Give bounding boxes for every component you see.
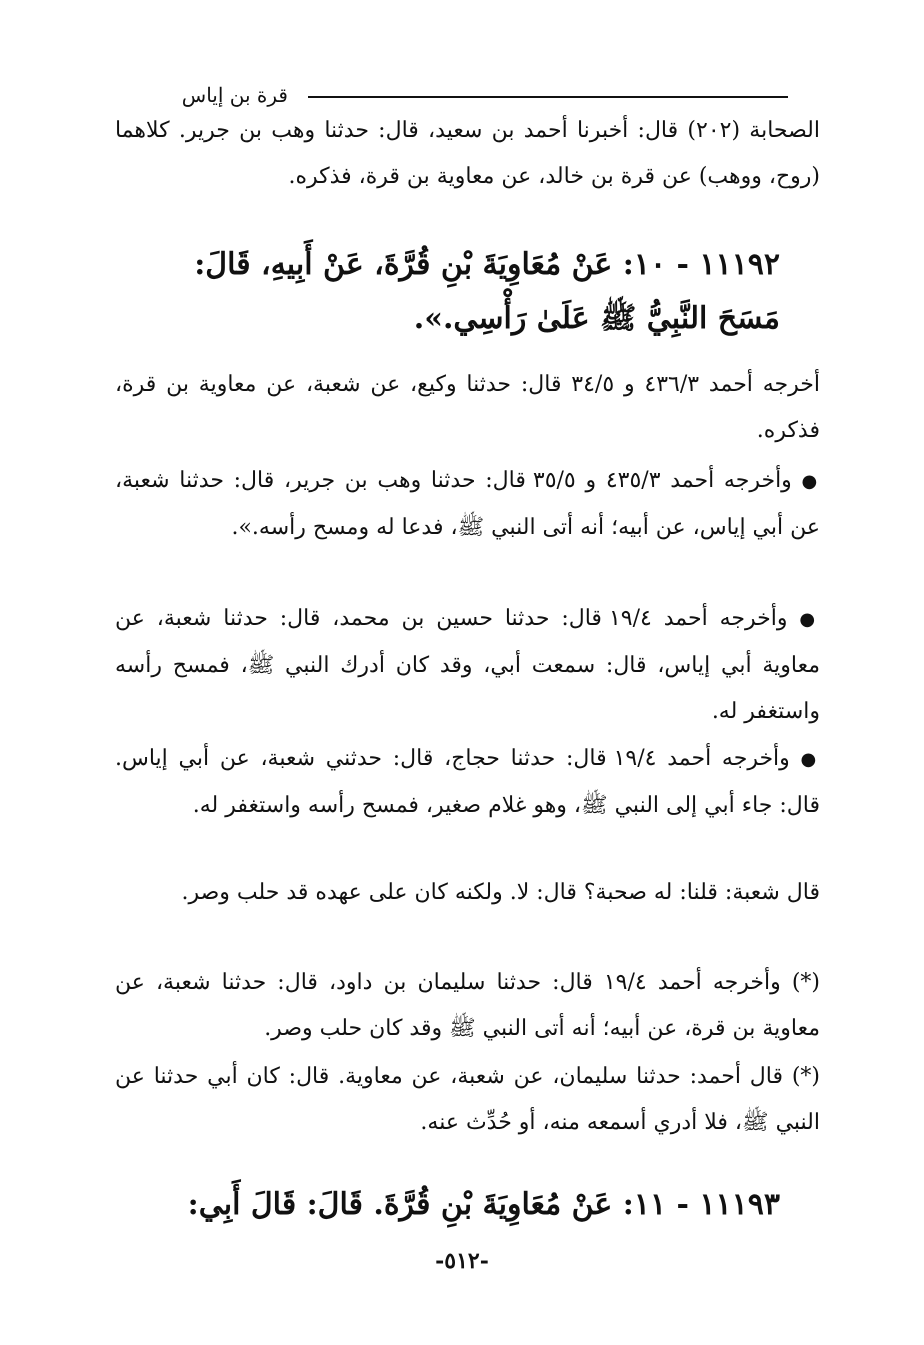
paragraph-takhrij-2-block	[115, 458, 820, 551]
bullet-icon: ●	[799, 609, 820, 630]
page-number: -٥١٢-	[435, 1248, 489, 1274]
paragraph-takhrij-4: وأخرجه أحمد ١٩/٤ قال: حدثنا حجاج، قال: حدثني شعبة، عن أبي إياس. قال: جاء أبي إلى النبي ﷺ، وهو غلام صغير، فمسح رأسه واستغفر له.	[115, 746, 820, 818]
paragraph-takhrij-2: وأخرجه أحمد ٤٣٥/٣ و ٣٥/٥ قال: حدثنا وهب بن جرير، قال: حدثنا شعبة، عن أبي إياس، عن أبيه؛ أنه أتى النبي ﷺ، فدعا له ومسح رأسه.».	[115, 468, 820, 540]
paragraph-shuba-note: قال شعبة: قلنا: له صحبة؟ قال: لا. ولكنه كان على عهده قد حلب وصر.	[181, 880, 820, 905]
header-rule	[308, 96, 788, 98]
paragraph-ahmad-note: (*) قال أحمد: حدثنا سليمان، عن شعبة، عن معاوية. قال: كان أبي حدثنا عن النبي ﷺ، فلا أدري أسمعه منه، أو حُدِّث عنه.	[115, 1064, 820, 1135]
paragraph-source-continuation: الصحابة (٢٠٢) قال: أخبرنا أحمد بن سعيد، قال: حدثنا وهب بن جرير. كلاهما (روح، ووهب) عن قرة بن خالد، عن معاوية بن قرة، فذكره.	[115, 118, 821, 189]
bullet-icon: ●	[800, 749, 820, 770]
paragraph-takhrij-4-block	[115, 736, 820, 829]
hadith-11192: ١١١٩٢ - ١٠: عَنْ مُعَاوِيَةَ بْنِ قُرَّةَ، عَنْ أَبِيهِ، قَالَ: مَسَحَ النَّبِيُّ ﷺ عَلَىٰ رَأْسِي.».	[194, 247, 780, 336]
paragraph-takhrij-3: وأخرجه أحمد ١٩/٤ قال: حدثنا حسين بن محمد، قال: حدثنا شعبة، عن معاوية أبي إياس، قال: سمعت أبي، وقد كان أدرك النبي ﷺ، فمسح رأسه واستغفر له.	[115, 606, 820, 724]
paragraph-takhrij-5: (*) وأخرجه أحمد ١٩/٤ قال: حدثنا سليمان بن داود، قال: حدثنا شعبة، عن معاوية بن قرة، عن أبيه؛ أنه أتى النبي ﷺ وقد كان حلب وصر.	[115, 970, 820, 1041]
bullet-icon: ●	[801, 471, 820, 492]
hadith-11193: ١١١٩٣ - ١١: عَنْ مُعَاوِيَةَ بْنِ قُرَّةَ. قَالَ: قَالَ أَبِي:	[187, 1187, 780, 1222]
paragraph-takhrij-3-block	[115, 596, 820, 735]
paragraph-takhrij-1: أخرجه أحمد ٤٣٦/٣ و ٣٤/٥ قال: حدثنا وكيع، عن شعبة، عن معاوية بن قرة، فذكره.	[115, 372, 820, 443]
header-title: قرة بن إياس	[181, 83, 288, 107]
